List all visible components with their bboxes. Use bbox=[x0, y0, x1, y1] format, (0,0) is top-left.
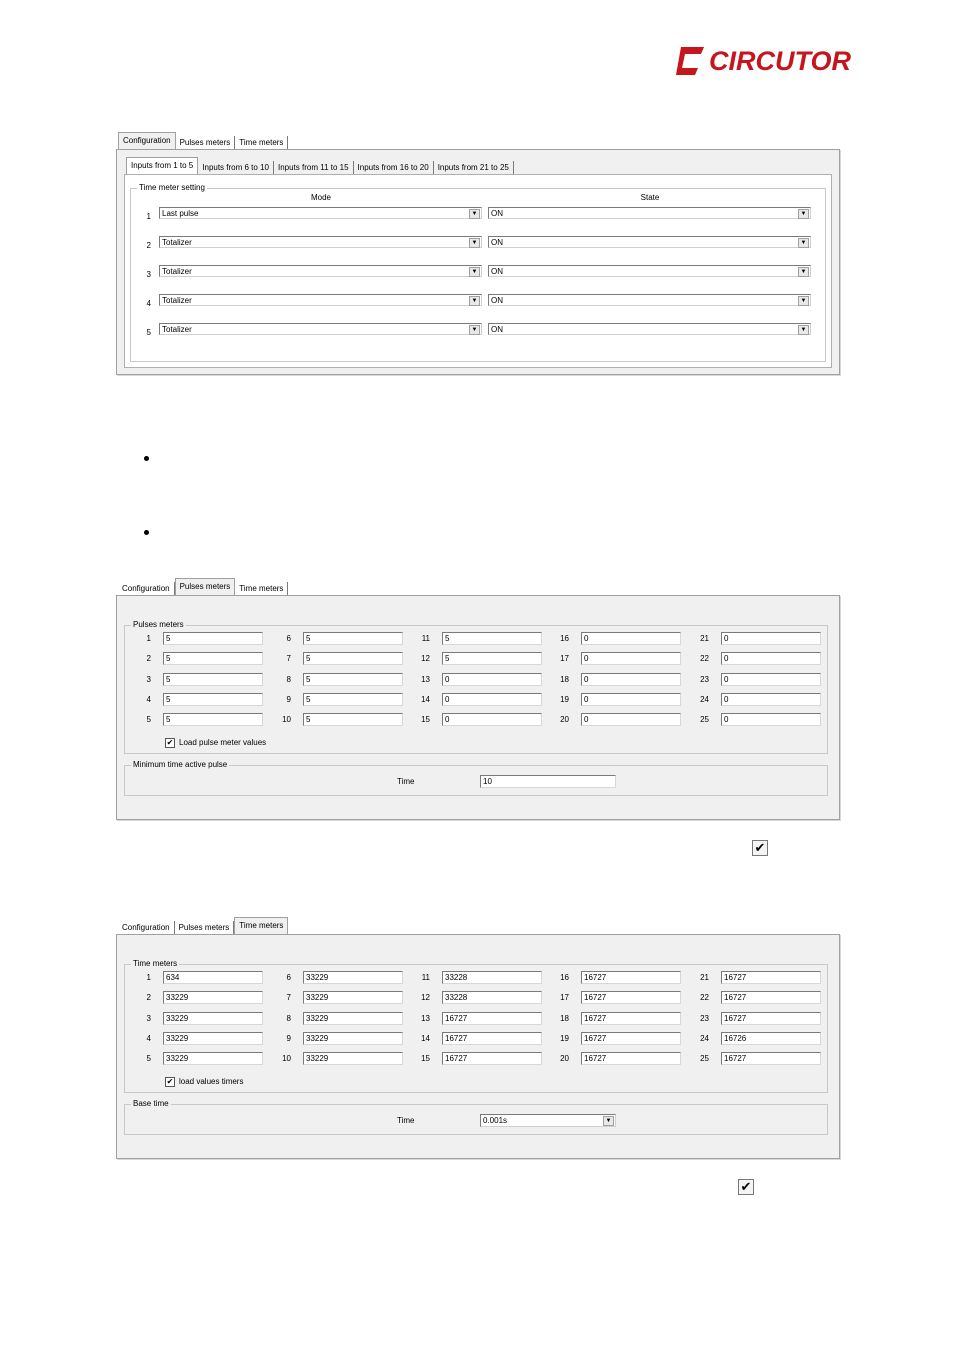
meter-input[interactable]: 5 bbox=[303, 713, 403, 726]
mode-select[interactable] bbox=[159, 294, 482, 306]
field-number: 18 bbox=[560, 675, 569, 684]
field-number: 9 bbox=[286, 1034, 291, 1043]
meter-input[interactable]: 0 bbox=[581, 713, 681, 726]
meter-input[interactable]: 0 bbox=[442, 693, 542, 706]
min-time-group bbox=[124, 760, 828, 796]
time-screenshot bbox=[116, 918, 840, 1159]
config-screenshot bbox=[116, 133, 840, 375]
row-number: 2 bbox=[146, 241, 151, 250]
field-number: 17 bbox=[560, 993, 569, 1002]
meter-input[interactable]: 16726 bbox=[721, 1032, 821, 1045]
meter-input[interactable]: 0 bbox=[581, 673, 681, 686]
meter-input[interactable]: 33229 bbox=[303, 971, 403, 984]
meter-input[interactable]: 5 bbox=[163, 713, 263, 726]
field-number: 22 bbox=[700, 654, 709, 663]
field-number: 10 bbox=[282, 1054, 291, 1063]
field-number: 12 bbox=[421, 654, 430, 663]
field-number: 3 bbox=[146, 1014, 151, 1023]
pulses-panel bbox=[116, 595, 840, 820]
field-number: 15 bbox=[421, 1054, 430, 1063]
field-number: 11 bbox=[421, 634, 430, 643]
meter-input[interactable]: 0 bbox=[442, 673, 542, 686]
field-number: 23 bbox=[700, 1014, 709, 1023]
field-number: 5 bbox=[146, 715, 151, 724]
field-number: 20 bbox=[560, 715, 569, 724]
tab-pulses-meters[interactable]: Pulses meters bbox=[176, 136, 236, 149]
load-timers-label: load values timers bbox=[179, 1077, 244, 1086]
base-time-select[interactable] bbox=[480, 1114, 616, 1127]
meter-input[interactable]: 5 bbox=[303, 652, 403, 665]
meter-input[interactable]: 0 bbox=[581, 632, 681, 645]
meter-input[interactable]: 33229 bbox=[303, 1012, 403, 1025]
meter-input[interactable]: 0 bbox=[581, 693, 681, 706]
meter-input[interactable]: 0 bbox=[721, 652, 821, 665]
field-number: 19 bbox=[560, 1034, 569, 1043]
checkbox-checked-icon: ✔ bbox=[752, 840, 768, 856]
subtab-6-10[interactable]: Inputs from 6 to 10 bbox=[198, 161, 274, 174]
chevron-down-icon[interactable]: ▼ bbox=[469, 296, 480, 306]
time-label: Time bbox=[397, 777, 415, 786]
field-number: 10 bbox=[282, 715, 291, 724]
bullet-point bbox=[144, 530, 149, 535]
circutor-logo-icon bbox=[673, 44, 707, 78]
meter-input[interactable]: 0 bbox=[721, 693, 821, 706]
field-number: 25 bbox=[700, 715, 709, 724]
field-number: 2 bbox=[146, 654, 151, 663]
field-number: 13 bbox=[421, 1014, 430, 1023]
meter-input[interactable]: 33229 bbox=[163, 1012, 263, 1025]
field-number: 3 bbox=[146, 675, 151, 684]
field-number: 8 bbox=[286, 675, 291, 684]
tab-time-meters[interactable]: Time meters bbox=[235, 136, 288, 149]
config-panel bbox=[116, 149, 840, 375]
meter-input[interactable]: 5 bbox=[163, 673, 263, 686]
meter-input[interactable]: 16727 bbox=[721, 971, 821, 984]
field-number: 23 bbox=[700, 675, 709, 684]
meter-input[interactable]: 0 bbox=[442, 713, 542, 726]
circutor-logo bbox=[673, 44, 852, 80]
field-number: 12 bbox=[421, 993, 430, 1002]
field-number: 16 bbox=[560, 973, 569, 982]
meter-input[interactable]: 16727 bbox=[442, 1032, 542, 1045]
subtab-16-20[interactable]: Inputs from 16 to 20 bbox=[354, 161, 434, 174]
chevron-down-icon[interactable]: ▼ bbox=[798, 209, 809, 219]
tab-configuration[interactable]: Configuration bbox=[118, 582, 175, 595]
logo-text: CIRCUTOR bbox=[709, 46, 852, 76]
base-time-value: 0.001s bbox=[483, 1116, 508, 1125]
field-number: 17 bbox=[560, 654, 569, 663]
state-value: ON bbox=[491, 209, 503, 218]
meter-input[interactable]: 5 bbox=[303, 693, 403, 706]
field-number: 11 bbox=[421, 973, 430, 982]
field-number: 5 bbox=[146, 1054, 151, 1063]
load-pulse-label: Load pulse meter values bbox=[179, 738, 267, 747]
time-meters-group bbox=[124, 959, 828, 1093]
meter-input[interactable]: 5 bbox=[442, 652, 542, 665]
group-title: Minimum time active pulse bbox=[133, 760, 228, 769]
state-value: ON bbox=[491, 296, 503, 305]
field-number: 1 bbox=[146, 973, 151, 982]
time-panel bbox=[116, 934, 840, 1159]
field-number: 7 bbox=[286, 993, 291, 1002]
pulses-meters-group bbox=[124, 620, 828, 754]
load-timers-checkbox[interactable]: ✔ bbox=[166, 1077, 174, 1086]
state-header: State bbox=[640, 193, 660, 202]
meter-input[interactable]: 33229 bbox=[163, 1032, 263, 1045]
meter-input[interactable]: 634 bbox=[163, 971, 263, 984]
row-number: 3 bbox=[146, 270, 151, 279]
meter-input[interactable]: 5 bbox=[163, 632, 263, 645]
meter-input[interactable]: 5 bbox=[303, 632, 403, 645]
state-select[interactable] bbox=[488, 236, 811, 248]
state-value: ON bbox=[491, 238, 503, 247]
chevron-down-icon[interactable]: ▼ bbox=[469, 209, 480, 219]
tab-pulses-meters[interactable]: Pulses meters bbox=[175, 921, 235, 934]
meter-input[interactable]: 16727 bbox=[581, 1032, 681, 1045]
meter-input[interactable]: 33228 bbox=[442, 991, 542, 1004]
load-pulse-checkbox[interactable]: ✔ bbox=[166, 738, 174, 747]
subtab-1-5[interactable]: Inputs from 1 to 5 bbox=[126, 157, 198, 174]
mode-value: Totalizer bbox=[162, 296, 192, 305]
mode-header: Mode bbox=[310, 193, 331, 202]
row-number: 4 bbox=[146, 299, 151, 308]
field-number: 8 bbox=[286, 1014, 291, 1023]
state-select[interactable] bbox=[488, 265, 811, 277]
meter-input[interactable]: 33229 bbox=[163, 1052, 263, 1065]
field-number: 21 bbox=[700, 973, 709, 982]
chevron-down-icon[interactable]: ▼ bbox=[469, 325, 480, 335]
tab-time-meters[interactable]: Time meters bbox=[234, 917, 288, 934]
tab-time-meters[interactable]: Time meters bbox=[235, 582, 288, 595]
chevron-down-icon[interactable]: ▼ bbox=[603, 1116, 614, 1126]
subtab-21-25[interactable]: Inputs from 21 to 25 bbox=[434, 161, 514, 174]
group-title: Pulses meters bbox=[133, 620, 184, 629]
meter-input[interactable]: 16727 bbox=[721, 991, 821, 1004]
chevron-down-icon[interactable]: ▼ bbox=[798, 325, 809, 335]
meter-input[interactable]: 16727 bbox=[581, 991, 681, 1004]
meter-input[interactable]: 0 bbox=[721, 713, 821, 726]
field-number: 14 bbox=[421, 1034, 430, 1043]
mode-value: Totalizer bbox=[162, 267, 192, 276]
group-title: Base time bbox=[133, 1099, 169, 1108]
tab-pulses-meters[interactable]: Pulses meters bbox=[175, 578, 236, 595]
meter-input[interactable]: 33229 bbox=[303, 1052, 403, 1065]
field-number: 1 bbox=[146, 634, 151, 643]
chevron-down-icon[interactable]: ▼ bbox=[798, 296, 809, 306]
row-number: 1 bbox=[146, 212, 151, 221]
field-number: 14 bbox=[421, 695, 430, 704]
meter-input[interactable]: 16727 bbox=[581, 1052, 681, 1065]
mode-value: Totalizer bbox=[162, 238, 192, 247]
meter-input[interactable]: 33229 bbox=[303, 1032, 403, 1045]
time-label: Time bbox=[397, 1116, 415, 1125]
meter-input[interactable]: 16727 bbox=[721, 1012, 821, 1025]
field-number: 18 bbox=[560, 1014, 569, 1023]
mode-select[interactable] bbox=[159, 207, 482, 219]
mode-select[interactable] bbox=[159, 323, 482, 335]
tab-configuration[interactable]: Configuration bbox=[118, 921, 175, 934]
field-number: 22 bbox=[700, 993, 709, 1002]
field-number: 2 bbox=[146, 993, 151, 1002]
meter-input[interactable]: 33228 bbox=[442, 971, 542, 984]
meter-input[interactable]: 33229 bbox=[163, 991, 263, 1004]
field-number: 20 bbox=[560, 1054, 569, 1063]
chevron-down-icon[interactable]: ▼ bbox=[798, 238, 809, 248]
meter-input[interactable]: 5 bbox=[163, 652, 263, 665]
meter-input[interactable]: 0 bbox=[581, 652, 681, 665]
chevron-down-icon[interactable]: ▼ bbox=[798, 267, 809, 277]
state-select[interactable] bbox=[488, 323, 811, 335]
mode-select[interactable] bbox=[159, 265, 482, 277]
meter-input[interactable]: 16727 bbox=[581, 1012, 681, 1025]
field-number: 15 bbox=[421, 715, 430, 724]
group-title: Time meters bbox=[133, 959, 178, 968]
pulses-screenshot bbox=[116, 579, 840, 820]
subtab-body bbox=[124, 174, 832, 368]
field-number: 9 bbox=[286, 695, 291, 704]
field-number: 24 bbox=[700, 695, 709, 704]
meter-input[interactable]: 16727 bbox=[581, 971, 681, 984]
field-number: 6 bbox=[286, 973, 291, 982]
main-tabs bbox=[118, 579, 288, 595]
meter-input[interactable]: 33229 bbox=[303, 991, 403, 1004]
subtab-11-15[interactable]: Inputs from 11 to 15 bbox=[274, 161, 354, 174]
meter-input[interactable]: 0 bbox=[721, 632, 821, 645]
field-number: 24 bbox=[700, 1034, 709, 1043]
group-title: Time meter setting bbox=[139, 183, 205, 192]
state-select[interactable] bbox=[488, 294, 811, 306]
field-number: 21 bbox=[700, 634, 709, 643]
chevron-down-icon[interactable]: ▼ bbox=[469, 267, 480, 277]
checkbox-checked-icon: ✔ bbox=[738, 1179, 754, 1195]
row-number: 5 bbox=[146, 328, 151, 337]
main-tabs bbox=[118, 133, 288, 149]
meter-input[interactable]: 5 bbox=[303, 673, 403, 686]
state-value: ON bbox=[491, 267, 503, 276]
meter-input[interactable]: 5 bbox=[442, 632, 542, 645]
field-number: 6 bbox=[286, 634, 291, 643]
field-number: 25 bbox=[700, 1054, 709, 1063]
main-tabs bbox=[118, 918, 288, 934]
chevron-down-icon[interactable]: ▼ bbox=[469, 238, 480, 248]
meter-input[interactable]: 0 bbox=[721, 673, 821, 686]
mode-value: Totalizer bbox=[162, 325, 192, 334]
meter-input[interactable]: 16727 bbox=[442, 1052, 542, 1065]
field-number: 16 bbox=[560, 634, 569, 643]
mode-select[interactable] bbox=[159, 236, 482, 248]
tab-configuration[interactable]: Configuration bbox=[118, 132, 176, 149]
state-select[interactable] bbox=[488, 207, 811, 219]
field-number: 4 bbox=[146, 1034, 151, 1043]
bullet-point bbox=[144, 456, 149, 461]
meter-input[interactable]: 16727 bbox=[721, 1052, 821, 1065]
field-number: 13 bbox=[421, 675, 430, 684]
meter-input[interactable]: 16727 bbox=[442, 1012, 542, 1025]
field-number: 19 bbox=[560, 695, 569, 704]
input-subtabs bbox=[126, 158, 514, 174]
meter-input[interactable]: 5 bbox=[163, 693, 263, 706]
field-number: 7 bbox=[286, 654, 291, 663]
time-meter-setting-group bbox=[130, 183, 826, 362]
base-time-group bbox=[124, 1099, 828, 1135]
mode-value: Last pulse bbox=[162, 209, 199, 218]
min-time-input[interactable]: 10 bbox=[480, 775, 616, 788]
state-value: ON bbox=[491, 325, 503, 334]
field-number: 4 bbox=[146, 695, 151, 704]
